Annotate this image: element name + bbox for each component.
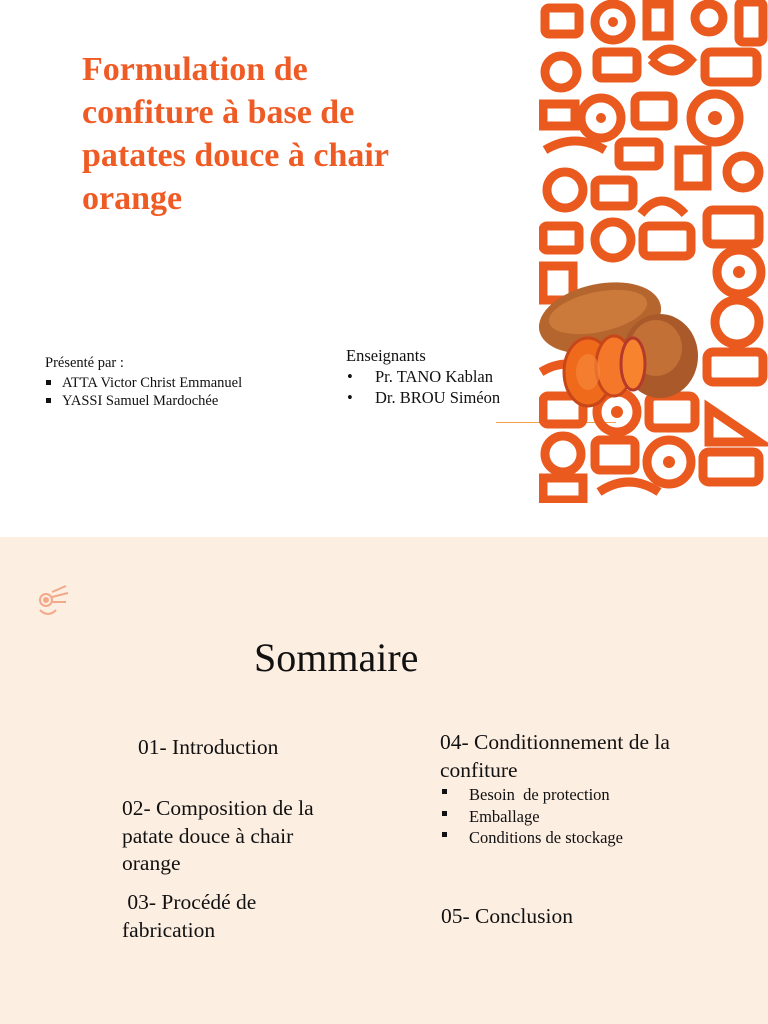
tribal-pattern-decoration — [539, 0, 768, 503]
teacher-item: • Dr. BROU Siméon — [346, 387, 546, 408]
summary-heading: Sommaire — [254, 635, 419, 680]
sweet-potato-image — [538, 270, 708, 415]
subitem: Conditions de stockage — [440, 827, 623, 849]
presented-by-label: Présenté par : — [45, 355, 124, 371]
toc-item-conclusion: 05- Conclusion — [441, 904, 573, 928]
toc-item-conditionnement: 04- Conditionnement de la confiture — [440, 730, 670, 782]
tribal-mask-icon — [36, 584, 70, 620]
presenter-item: YASSI Samuel Mardochée — [45, 392, 245, 410]
teachers-label: Enseignants — [346, 346, 426, 365]
conditionnement-subitems — [440, 784, 623, 849]
subitem: Emballage — [440, 806, 623, 828]
presentation-title: Formulation de confiture à base de patates douce à chair orange — [82, 51, 389, 217]
teachers-block — [346, 345, 546, 408]
toc-item-procede: 03- Procédé de fabrication — [122, 890, 262, 942]
teacher-item: • Pr. TANO Kablan — [346, 366, 546, 387]
summary-slide — [0, 537, 768, 1024]
toc-item-introduction: 01- Introduction — [138, 735, 279, 759]
subitem-list — [440, 784, 623, 849]
teacher-list — [346, 366, 546, 408]
presenter-item: ATTA Victor Christ Emmanuel — [45, 374, 245, 392]
subitem: Besoin de protection — [440, 784, 623, 806]
toc-item-composition: 02- Composition de la patate douce à chair orange — [122, 796, 314, 875]
presenters-block — [45, 354, 245, 410]
presenter-list — [45, 374, 245, 410]
